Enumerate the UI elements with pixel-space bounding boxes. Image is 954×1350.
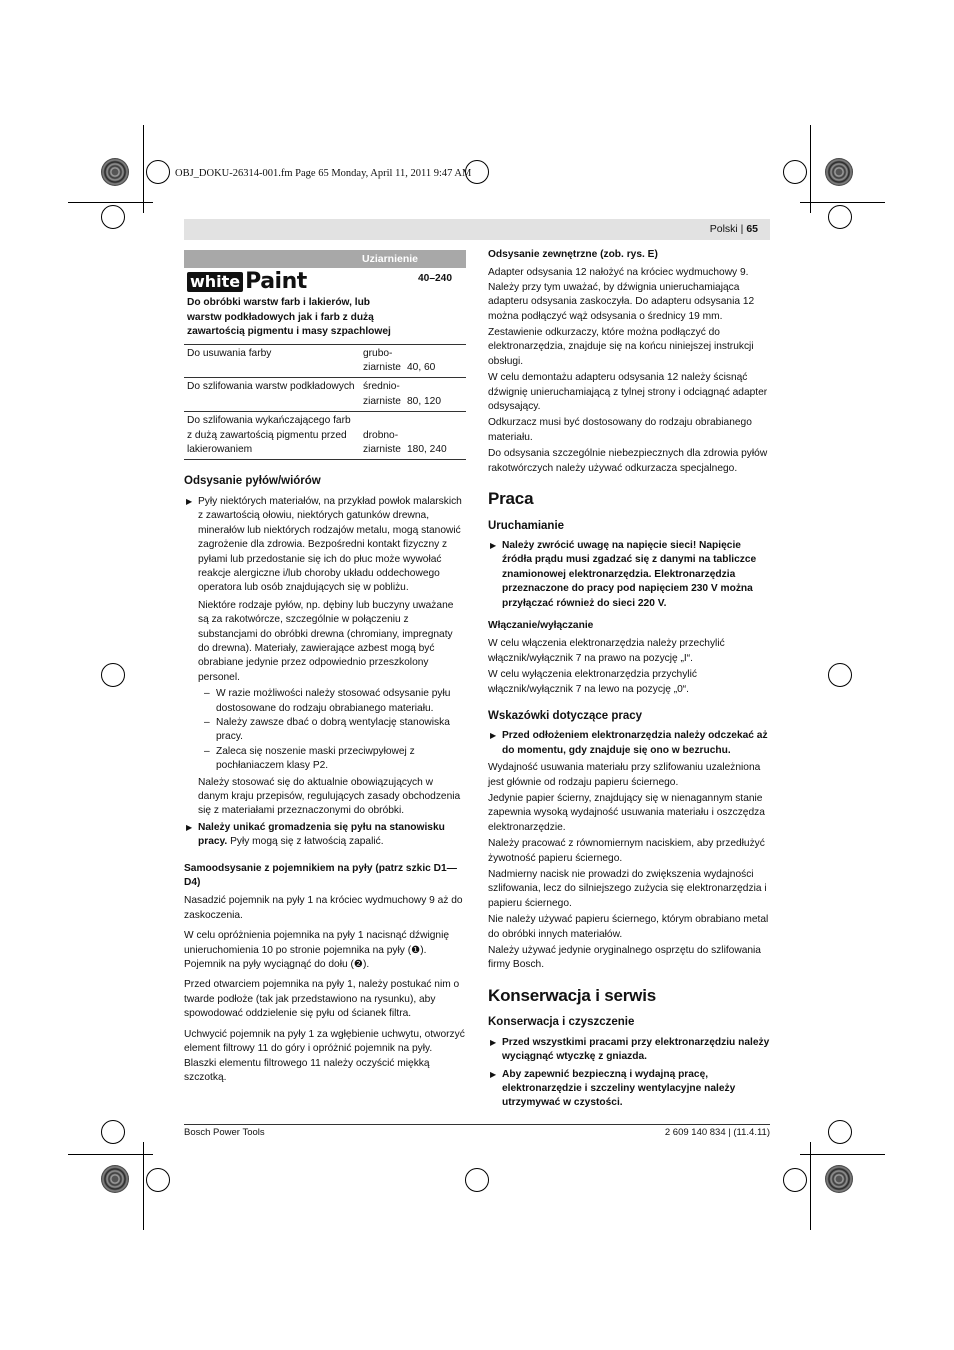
paragraph: Odkurzacz musi być dostosowany do rodzaju obrabianego materiału. <box>488 417 752 443</box>
logo-white: white <box>187 272 243 292</box>
crop-mark <box>68 1154 153 1155</box>
bullet-icon: ▶ <box>490 1037 497 1047</box>
paragraph: W celu wyłączenia elektronarzędzia przychylić włącznik/wyłącznik 7 na lewo na pozycję „0“. <box>488 669 697 695</box>
grit-use: Do usuwania farby <box>184 344 360 378</box>
table-row <box>184 268 466 294</box>
header-text: Polski | 65 <box>709 223 758 235</box>
registration-rosette <box>825 158 853 186</box>
paragraph: Zestawienie odkurzaczy, które można podłączyć do elektronarzędzia, znajduje się na końcu niniejszej instrukcji obsługi. <box>488 327 754 367</box>
registration-target <box>101 1120 125 1144</box>
onoff-title: Włączanie/wyłączanie <box>488 619 594 631</box>
registration-rosette <box>825 1165 853 1193</box>
footer-left: Bosch Power Tools <box>184 1127 265 1138</box>
section-title-maintenance: Konserwacja i serwis <box>488 985 656 1005</box>
dust-dash-2: – Należy zawsze dbać o dobrą wentylację stanowiska pracy. <box>204 716 450 743</box>
grit-values: 40, 60 <box>404 344 466 378</box>
paragraph: Nasadzić pojemnik na pyły 1 na króciec wydmuchowy 9 aż do zaskoczenia. <box>184 895 463 921</box>
cleaning-bullet-1: ▶ Przed wszystkimi pracami przy elektronarzędziu należy wyciągnąć wtyczkę z gniazda. <box>490 1036 770 1063</box>
paragraph: Nadmierny nacisk nie prowadzi do zwiększenia wydajności szlifowania, lecz do silniejszego zużycia się elektronarzędzia i papieru ściernego. <box>488 869 767 909</box>
footer-right: 2 609 140 834 | (11.4.11) <box>664 1127 770 1138</box>
dust-dash-3: – Zaleca się noszenie maski przeciwpyłowej z pochłaniaczem klasy P2. <box>204 745 415 772</box>
dust-bullet-2: ▶ Należy unikać gromadzenia się pyłu na stanowisku pracy. Pyły mogą się z łatwością zapalić. <box>186 821 445 848</box>
bullet-icon: ▶ <box>186 822 193 832</box>
grit-values: 180, 240 <box>404 412 466 460</box>
grit-grade: średnio-ziarniste <box>360 378 404 412</box>
grit-table-header: Uziarnienie <box>184 250 466 268</box>
crop-mark <box>143 125 144 213</box>
paragraph: W celu opróżnienia pojemnika na pyły 1 nacisnąć dźwignię unieruchomienia 10 po stronie pojemnika na pyły (❶). Pojemnik na pyły wyciągnąć do dołu (❷). <box>184 930 450 971</box>
paragraph: Należy używać jedynie oryginalnego osprzętu do szlifowania firmy Bosch. <box>488 945 761 971</box>
grit-grade: drobno-ziarniste <box>360 412 404 460</box>
registration-rosette <box>101 158 129 186</box>
paragraph: Wydajność usuwania materiału przy szlifowaniu uzależniona jest głównie od rodzaju papieru ściernego. <box>488 762 761 788</box>
crop-mark <box>143 1142 144 1230</box>
registration-target <box>146 1168 170 1192</box>
section-title-praca: Praca <box>488 489 534 509</box>
paragraph: W celu włączenia elektronarzędzia należy przechylić włącznik/wyłącznik 7 na prawo na pozycję „I“. <box>488 638 725 664</box>
table-row <box>184 294 466 344</box>
bullet-icon: ▶ <box>490 540 497 550</box>
logo-range: 40–240 <box>418 273 452 284</box>
logo-paint: Paint <box>245 268 307 294</box>
grit-values: 80, 120 <box>404 378 466 412</box>
footer-rule <box>184 1124 770 1125</box>
external-extraction-title: Odsysanie zewnętrzne (zob. rys. E) <box>488 249 658 260</box>
registration-target <box>783 160 807 184</box>
self-extraction-title: Samoodsysanie z pojemnikiem na pyły (patrz szkic D1—D4) <box>184 862 457 889</box>
page-number: 65 <box>746 223 758 235</box>
start-title: Uruchamianie <box>488 519 565 532</box>
bullet-icon: ▶ <box>490 1069 497 1079</box>
paragraph: Jedynie papier ścierny, znajdujący się w nienagannym stanie zapewnia wysoką wydajność usuwania materiału i oszczędza elektronarzędzie. <box>488 793 765 833</box>
registration-target <box>101 663 125 687</box>
white-paint-logo <box>187 268 307 294</box>
logo-description: Do obróbki warstw farb i lakierów, lub warstw podkładowych jak i farb z dużą zawartością pigmentu i masy szpachlowej <box>187 297 391 338</box>
registration-rosette <box>101 1165 129 1193</box>
start-bullet: ▶ Należy zwrócić uwagę na napięcie sieci! Napięcie źródła prądu musi zgadzać się z danymi na tabliczce znamionowej elektronarzędzia. Elektronarzędzia przeznaczone do pracy pod napięciem 230 V można przyłączać również do sieci 220 V. <box>490 539 757 609</box>
registration-target <box>828 205 852 229</box>
tips-title: Wskazówki dotyczące pracy <box>488 709 643 722</box>
grit-use: Do szlifowania warstw podkładowych <box>184 378 360 412</box>
cleaning-bullet-2: ▶ Aby zapewnić bezpieczną i wydajną pracę, elektronarzędzie i szczeliny wentylacyjne należy utrzymywać w czystości. <box>490 1068 736 1109</box>
page-header <box>184 219 770 240</box>
grit-use: Do szlifowania wykańczającego farb z dużą zawartością pigmentu przed lakierowaniem <box>184 412 360 460</box>
crop-mark <box>810 125 811 213</box>
dust-bullet-1: ▶ Pyły niektórych materiałów, na przykład powłok malarskich z zawartością ołowiu, niektórych gatunków drewna, minerałów lub niektórych rodzajów metalu, mogą stanowić zagrożenie dla zdrowia. Bezpośredni kontakt fizyczny z pyłami lub przedostanie się ich do płuc może wywołać reakcje alergiczne i/lub choroby układu oddechowego operatora lub osób znajdujących się w pobliżu. <box>186 495 462 594</box>
cleaning-title: Konserwacja i czyszczenie <box>488 1016 635 1029</box>
dust-title: Odsysanie pyłów/wiórów <box>184 475 321 488</box>
bullet-icon: ▶ <box>186 496 193 506</box>
dust-paragraph: Niektóre rodzaje pyłów, np. dębiny lub buczyny uważane są za rakotwórcze, szczególnie w połączeniu z substancjami do obróbki drewna (chromiany, impregnaty do drewna). Materiały, zawierające azbest mogą być obrabiane jedynie przez odpowiednio przeszkolony personel. <box>198 599 454 683</box>
header-language: Polski <box>709 223 738 235</box>
table-row <box>184 344 466 378</box>
registration-target <box>101 205 125 229</box>
crop-mark <box>810 1142 811 1230</box>
table-row <box>184 412 466 460</box>
registration-target <box>828 663 852 687</box>
registration-target <box>465 1168 489 1192</box>
paragraph: Adapter odsysania 12 nałożyć na króciec wydmuchowy 9. Należy przy tym uważać, by dźwignia unieruchamiająca adapteru odsysania zaskoczyła. Do adapteru odsysania 12 można podłączyć wąż odsysania o średnicy 19 mm. <box>488 267 755 322</box>
registration-target <box>146 160 170 184</box>
paragraph: Do odsysania szczególnie niebezpiecznych dla zdrowia pyłów rakotwórczych należy używać odkurzacza specjalnego. <box>488 448 768 474</box>
crop-mark <box>800 202 885 203</box>
registration-target <box>783 1168 807 1192</box>
crop-mark <box>68 202 153 203</box>
file-slug: OBJ_DOKU-26314-001.fm Page 65 Monday, April 11, 2011 9:47 AM <box>175 168 472 179</box>
bullet-icon: ▶ <box>490 731 497 741</box>
tips-bullet: ▶ Przed odłożeniem elektronarzędzia należy odczekać aż do momentu, gdy znajduje się ono w bezruchu. <box>490 730 768 756</box>
paragraph: Uchwycić pojemnik na pyły 1 za wgłębienie uchwytu, otworzyć element filtrowy 11 do góry i opróżnić pojemnik na pyły. Blaszki elementu filtrowego 11 należy oczyścić miękką szczotką. <box>184 1028 465 1083</box>
paragraph: Należy pracować z równomiernym naciskiem, aby przedłużyć żywotność papieru ściernego. <box>488 838 765 864</box>
paragraph: Nie należy używać papieru ściernego, którym obrabiano metal do obróbki innych materiałów. <box>488 914 769 940</box>
left-column <box>184 250 466 1087</box>
table-row <box>184 378 466 412</box>
grit-table <box>184 268 466 460</box>
grit-table-block <box>184 250 466 460</box>
paragraph: W celu demontażu adapteru odsysania 12 należy ścisnąć dźwignię unieruchamiającą z tylnej strony i odciągnąć adapter odsysający. <box>488 372 768 413</box>
registration-target <box>828 1120 852 1144</box>
right-column <box>488 248 770 1114</box>
dust-paragraph: Należy stosować się do aktualnie obowiązujących w danym kraju przepisów, regulujących zasady obchodzenia się z materiałami przeznaczonymi do obróbki. <box>198 776 461 817</box>
dust-dash-1: – W razie możliwości należy stosować odsysanie pyłu dostosowane do rodzaju obrabianego materiału. <box>204 688 451 714</box>
crop-mark <box>800 1154 885 1155</box>
paragraph: Przed otwarciem pojemnika na pyły 1, należy postukać nim o twarde podłoże (tak jak przedstawiono na rysunku), aby spowodować oddzielenie się pyłu od ścianek filtra. <box>184 979 460 1020</box>
grit-grade: grubo-ziarniste <box>360 344 404 378</box>
